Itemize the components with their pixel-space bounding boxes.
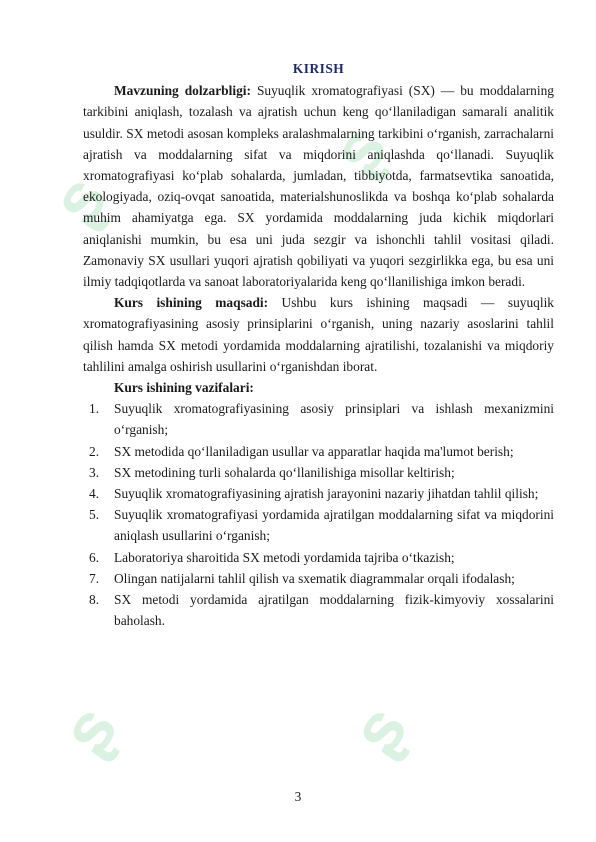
- list-item-number: 1.: [89, 401, 100, 417]
- watermark-logo: ʂ: [35, 162, 122, 238]
- relevance-label: Mavzuning dolzarbligi:: [114, 83, 251, 99]
- list-item: [83, 398, 554, 440]
- relevance-text: Suyuqlik xromatografiyasi (SX) — bu moddalarning tarkibini aniqlash, tozalash va ajratish uchun keng qo‘llaniladigan samarali analitik usuldir. SX metodi asosan kompleks aralashmalarning tarkibini o‘rganish, zarrachalarni ajratish va moddalarning sifat va miqdorini aniqlashda qo‘llanadi. Suyuqlik xromatografiyasi ko‘plab sohalarda, jumladan, tibbiyotda, farmatsevtika sanoatida, ekologiyada, oziq-ovqat sanoatida, materialshunoslikda va boshqa ko‘plab sohalarda muhim ahamiyatga ega. SX yordamida moddalarning juda kichik miqdorlari aniqlanishi mumkin, bu esa uni juda sezgir va ishonchli tahlil vositasi qiladi. Zamonaviy SX usullari yuqori ajratish qobiliyati va yuqori sezgirlikka ega, bu esa uni ilmiy tadqiqotlarda va sanoat laboratoriyalarida keng qo‘llanilishiga imkon beradi.: [83, 83, 554, 290]
- document-body: [83, 58, 554, 631]
- list-item-text: Olingan natijalarni tahlil qilish va sxematik diagrammalar orqali ifodalash;: [114, 570, 515, 586]
- list-item: [83, 504, 554, 546]
- list-item-number: 2.: [89, 443, 100, 459]
- list-item: [83, 462, 554, 483]
- tasks-heading: Kurs ishining vazifalari:: [114, 380, 254, 396]
- watermark-logo: ʂ: [335, 692, 422, 768]
- list-item: [83, 589, 554, 631]
- list-item-text: SX metodi yordamida ajratilgan moddalarning fizik-kimyoviy xossalarini baholash.: [114, 592, 554, 629]
- goal-paragraph: [83, 292, 554, 377]
- watermark-logo: ʂ: [45, 692, 132, 768]
- list-item-text: Suyuqlik xromatografiyasining asosiy prinsiplari va ishlash mexanizmini o‘rganish;: [114, 401, 554, 438]
- goal-label: Kurs ishining maqsadi:: [114, 295, 269, 311]
- list-item: [83, 441, 554, 462]
- list-item-number: 3.: [89, 464, 100, 480]
- list-item-text: Suyuqlik xromatografiyasining ajratish jarayonini nazariy jihatdan tahlil qilish;: [114, 486, 539, 502]
- list-item: [83, 547, 554, 568]
- list-item-number: 6.: [89, 549, 100, 565]
- watermark-logo: ʂ: [315, 112, 402, 188]
- section-title: KIRISH: [292, 61, 345, 76]
- list-item: [83, 483, 554, 504]
- list-item-text: Suyuqlik xromatografiyasi yordamida ajratilgan moddalarning sifat va miqdorini aniqlash usullarini o‘rganish;: [114, 507, 554, 544]
- list-item-text: SX metodida qo‘llaniladigan usullar va apparatlar haqida ma'lumot berish;: [114, 443, 514, 459]
- list-item-number: 4.: [89, 486, 100, 502]
- list-item-number: 5.: [89, 507, 100, 523]
- list-item: [83, 568, 554, 589]
- list-item-number: 8.: [89, 592, 100, 608]
- list-item-text: Laboratoriya sharoitida SX metodi yordamida tajriba o‘tkazish;: [114, 549, 455, 565]
- goal-text: Ushbu kurs ishining maqsadi — suyuqlik xromatografiyasining asosiy prinsiplarini o‘rganish, uning nazariy asoslarini tahlil qilish hamda SX metodi yordamida moddalarning ajratilishi, tozalanishi va miqdoriy tahlilini amalga oshirish usullarini o‘rganishdan iborat.: [83, 295, 554, 374]
- list-item-number: 7.: [89, 570, 100, 586]
- relevance-paragraph: [83, 80, 554, 292]
- list-item-text: SX metodining turli sohalarda qo‘llanilishiga misollar keltirish;: [114, 464, 455, 480]
- page-number: 3: [294, 789, 302, 804]
- tasks-list: [83, 398, 554, 631]
